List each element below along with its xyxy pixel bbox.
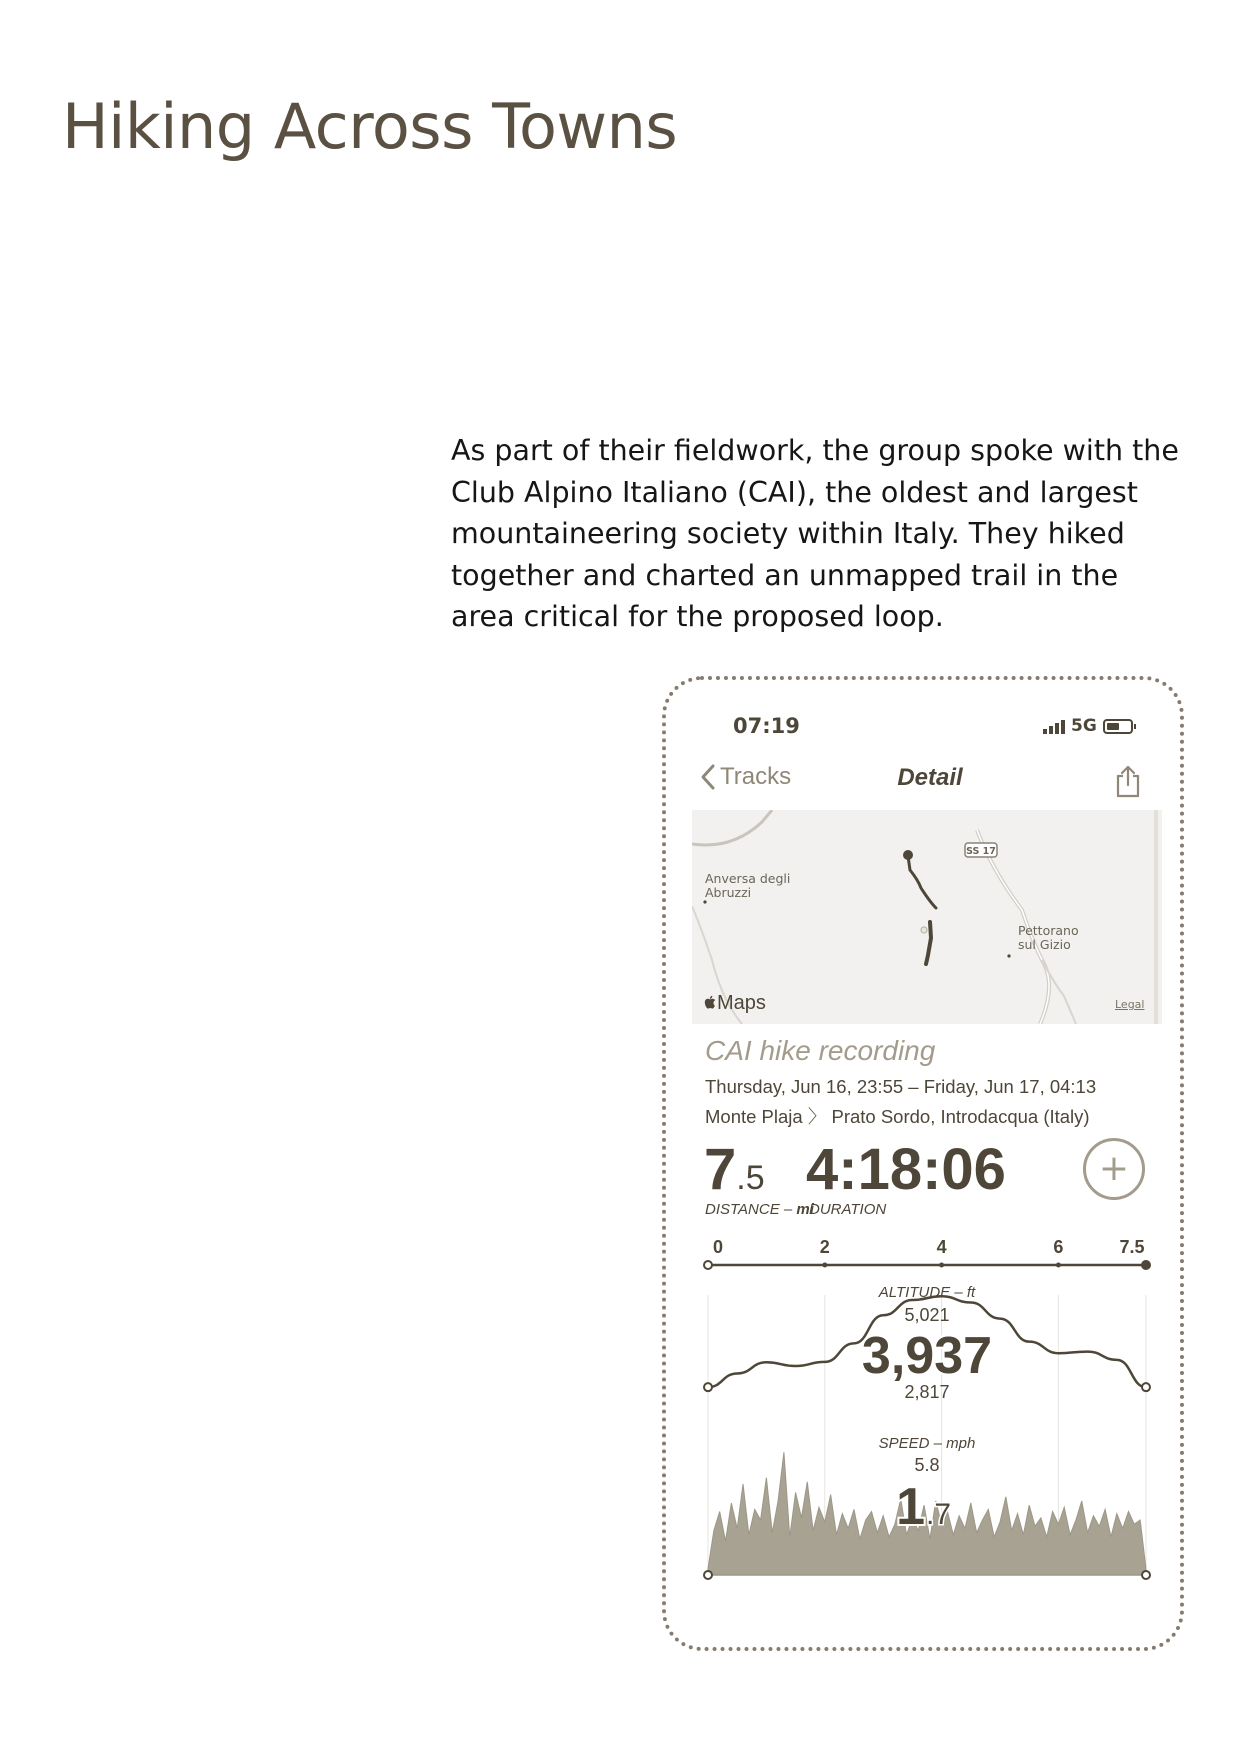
nav-title: Detail [897,764,963,791]
speed-end-point [1142,1571,1150,1579]
duration-label: DURATION [809,1201,887,1218]
distance-tick-label: 0 [712,1237,724,1257]
altitude-chart-title: ALTITUDE – ft [878,1284,976,1301]
distance-axis-end [1141,1260,1151,1270]
distance-axis-tick [822,1263,827,1268]
recording-date: Thursday, Jun 16, 23:55 – Friday, Jun 17, 04:13 [705,1076,1097,1097]
paragraph-line: area critical for the proposed loop. [451,600,944,633]
legal-link[interactable]: Legal [1115,998,1145,1011]
paragraph-line: As part of their fieldwork, the group spoke with the [451,434,1179,467]
add-button[interactable]: + [1083,1138,1145,1200]
paragraph-line: Club Alpino Italiano (CAI), the oldest and largest [451,475,1138,509]
speed-chart-title: SPEED – mph [878,1435,976,1452]
map-place-label: Pettorano [1018,923,1079,938]
speed-start-point [704,1571,712,1579]
distance-tick-label: 6 [1053,1237,1064,1257]
status-time: 07:19 [733,714,800,738]
network-label: 5G [1071,716,1097,736]
distance-dec: .5 [736,1159,765,1197]
altitude-value-label: 3,937 [861,1327,993,1385]
speed-max-label: 5.8 [914,1455,940,1475]
distance-axis-tick [939,1263,944,1268]
distance-label: DISTANCE – mi [705,1201,814,1218]
distance-int: 7 [704,1137,737,1202]
page-title: Hiking Across Towns [62,90,678,163]
recording-title[interactable]: CAI hike recording [705,1035,936,1066]
paragraph-line: together and charted an unmapped trail in the [451,558,1119,592]
distance-axis-tick [1056,1263,1061,1268]
road-label: SS 17 [966,846,996,857]
maps-brand-label: Maps [717,992,766,1014]
back-label: Tracks [720,763,792,790]
altitude-end-point [1142,1383,1150,1391]
altitude-start-point [704,1383,712,1391]
map-place-label: sul Gizio [1018,937,1071,952]
altitude-min-label: 2,817 [904,1382,950,1402]
distance-axis-start [704,1261,712,1269]
speed-value-dec: .7 [926,1498,952,1531]
distance-tick-label: 2 [819,1237,830,1257]
paragraph-line: mountaineering society within Italy. They hiked [451,517,1125,550]
recording-route: Monte Plaja 〉 Prato Sordo, Introdacqua (Italy) [705,1106,1090,1127]
speed-value-int: 1 [896,1478,925,1536]
map-place-label: Abruzzi [705,885,752,900]
duration-value: 4:18:06 [806,1137,1006,1202]
distance-tick-label: 7.5 [1119,1237,1145,1257]
altitude-max-label: 5,021 [904,1305,950,1325]
map-place-label: Anversa degli [705,871,791,886]
distance-tick-label: 4 [936,1237,947,1257]
